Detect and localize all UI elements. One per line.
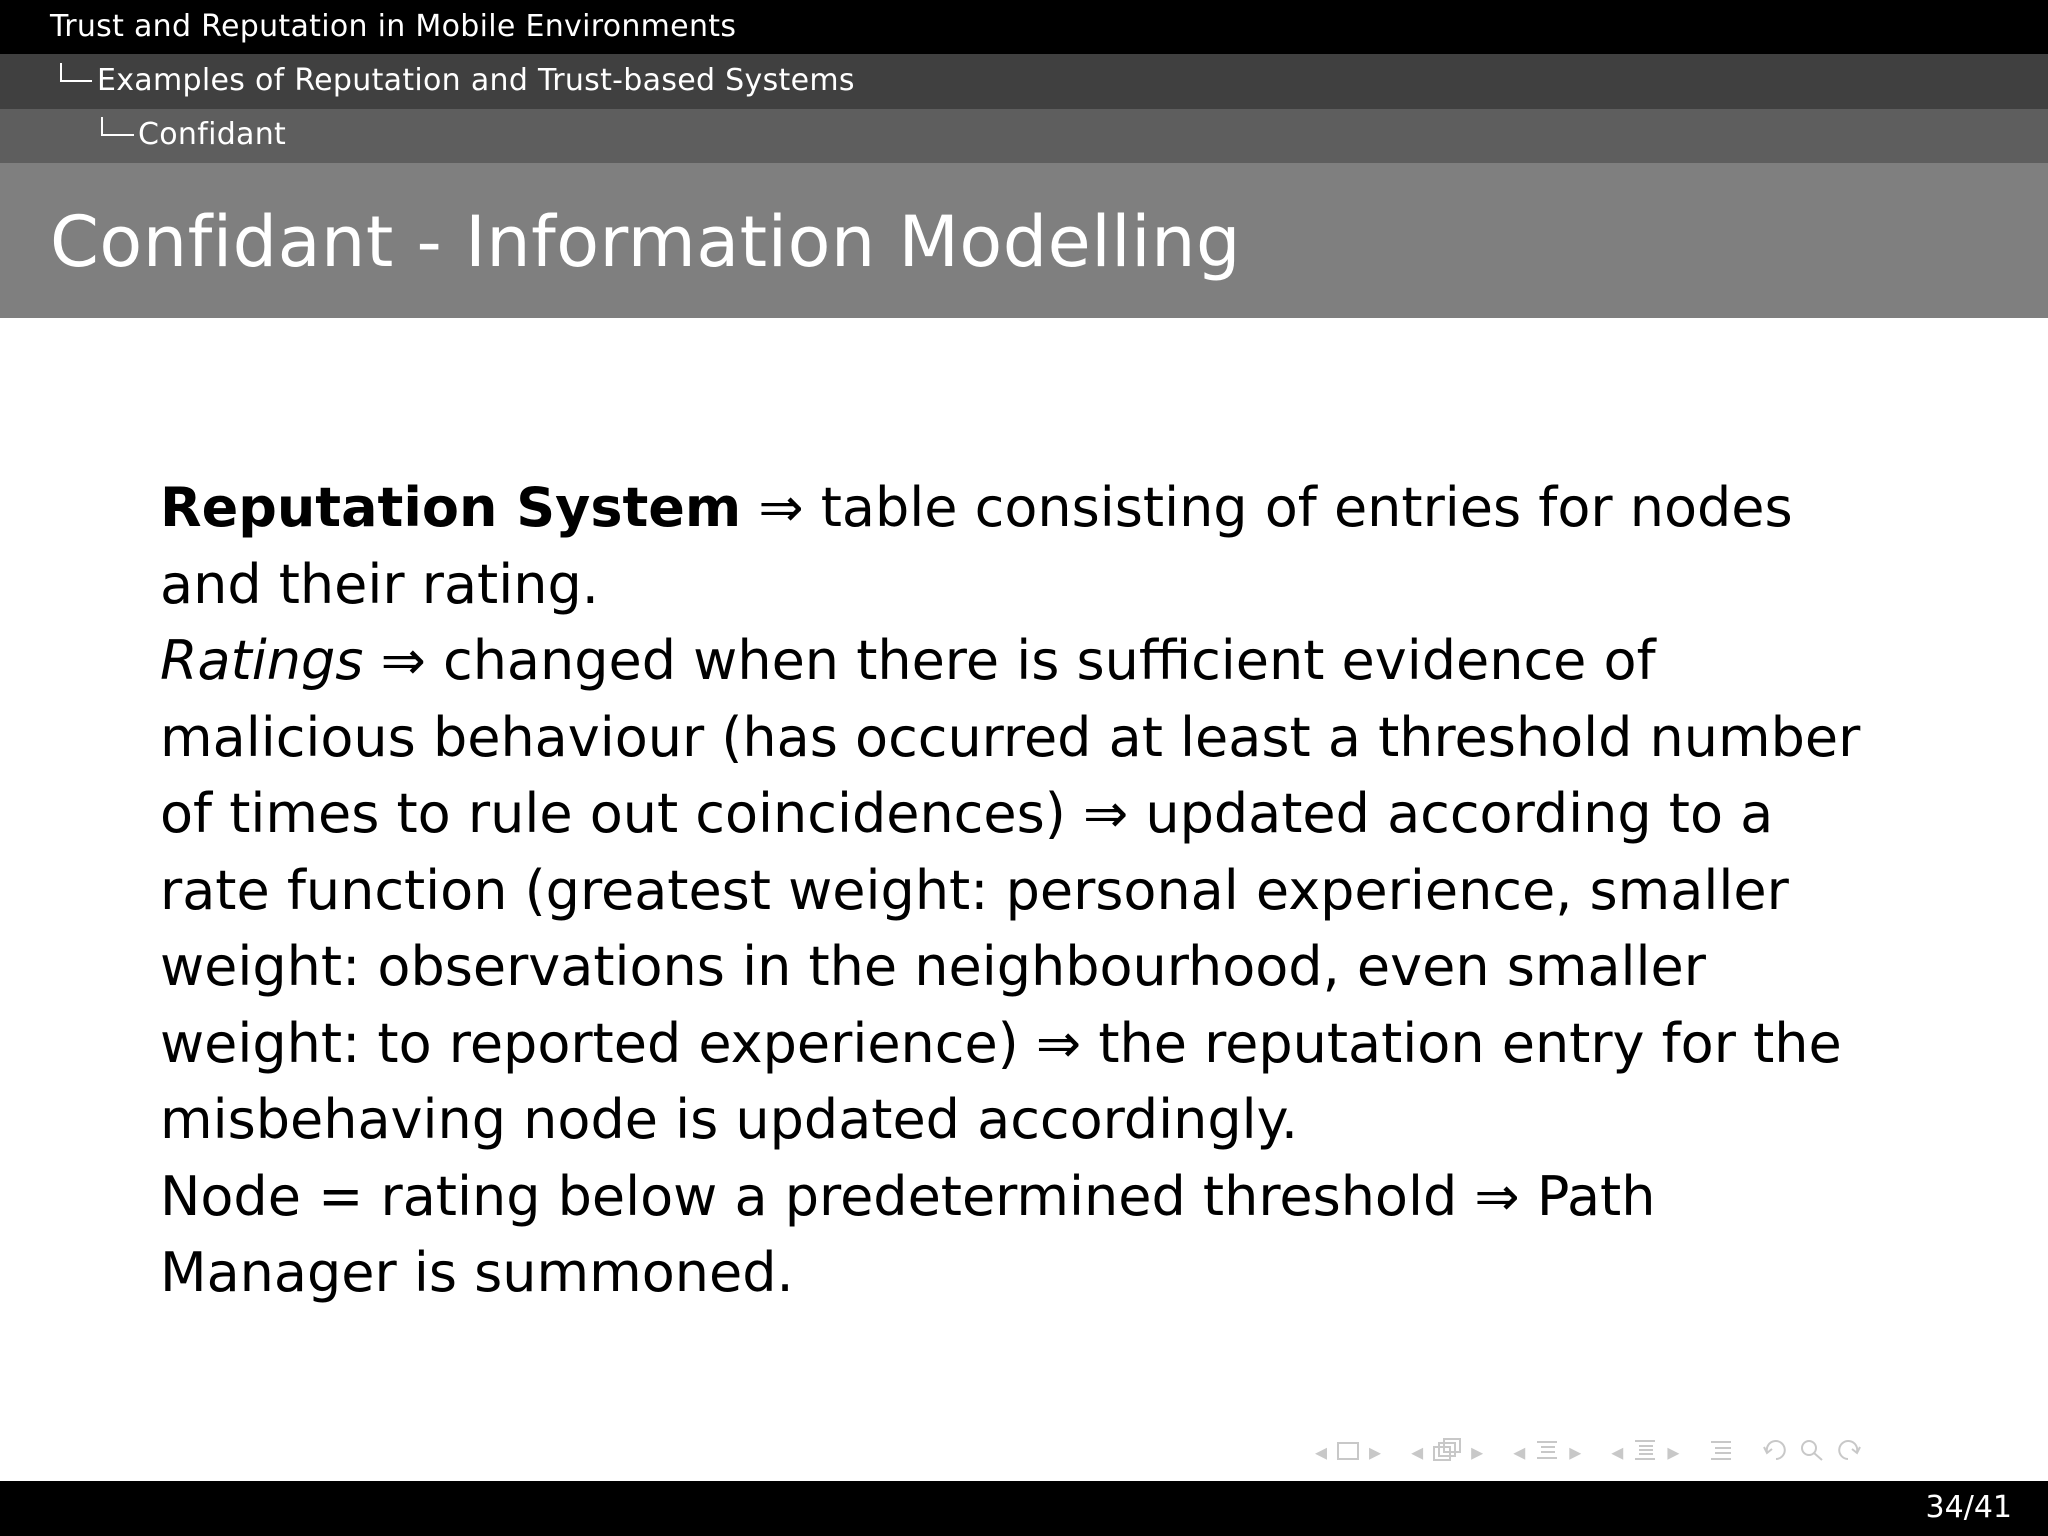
tree-branch-icon xyxy=(60,63,92,82)
tree-branch-icon xyxy=(101,117,134,136)
search-icon[interactable] xyxy=(1799,1438,1825,1466)
slide-body xyxy=(160,470,1900,1312)
paragraph-text: ⇒ changed when there is sufficient evidence of malicious behaviour (has occurred at least a threshold number of times to rule out coincidences) ⇒ updated according to a rate function (greatest weight: personal experience, smaller weight: observations in the neighbourhood, even smaller weight: to reported experience) ⇒ the reputation entry for the misbehaving node is updated accordingly. xyxy=(160,629,1861,1151)
forward-icon[interactable] xyxy=(1835,1438,1861,1466)
next-section-icon[interactable]: ▸ xyxy=(1667,1438,1680,1466)
slide-icon[interactable] xyxy=(1337,1440,1359,1464)
paragraph-reputation-system xyxy=(160,470,1900,623)
frame-title: Confidant - Information Modelling xyxy=(50,201,1241,283)
beamer-navigation xyxy=(1315,1437,1861,1467)
prev-subsection-icon[interactable]: ◂ xyxy=(1513,1438,1526,1466)
header-subsubsection-link[interactable]: Confidant xyxy=(138,117,287,152)
next-subsection-icon[interactable]: ▸ xyxy=(1569,1438,1582,1466)
next-frame-icon[interactable]: ▸ xyxy=(1471,1438,1484,1466)
back-icon[interactable] xyxy=(1763,1438,1789,1466)
page-number: 34/41 xyxy=(1925,1490,2012,1525)
next-arrow-icon[interactable]: ▸ xyxy=(1369,1438,1382,1466)
footer-bar xyxy=(0,1481,2048,1536)
section-icon[interactable] xyxy=(1633,1438,1657,1466)
document-icon[interactable] xyxy=(1709,1438,1733,1466)
frame-icon[interactable] xyxy=(1433,1438,1461,1466)
prev-frame-icon[interactable]: ◂ xyxy=(1411,1438,1424,1466)
header-subsubsection-bar xyxy=(0,109,2048,163)
term-reputation-system: Reputation System xyxy=(160,476,742,539)
prev-section-icon[interactable]: ◂ xyxy=(1611,1438,1624,1466)
header-subsection-link[interactable]: Examples of Reputation and Trust-based Systems xyxy=(97,63,855,98)
subsection-icon[interactable] xyxy=(1535,1438,1559,1466)
paragraph-ratings xyxy=(160,623,1900,1159)
term-ratings: Ratings xyxy=(160,629,364,692)
paragraph-text: ⇒ table consisting of entries for nodes and their rating. xyxy=(160,476,1793,616)
header-section-link[interactable]: Trust and Reputation in Mobile Environments xyxy=(50,9,737,44)
paragraph-node: Node = rating below a predetermined threshold ⇒ Path Manager is summoned. xyxy=(160,1164,1656,1304)
prev-arrow-icon[interactable]: ◂ xyxy=(1315,1438,1328,1466)
